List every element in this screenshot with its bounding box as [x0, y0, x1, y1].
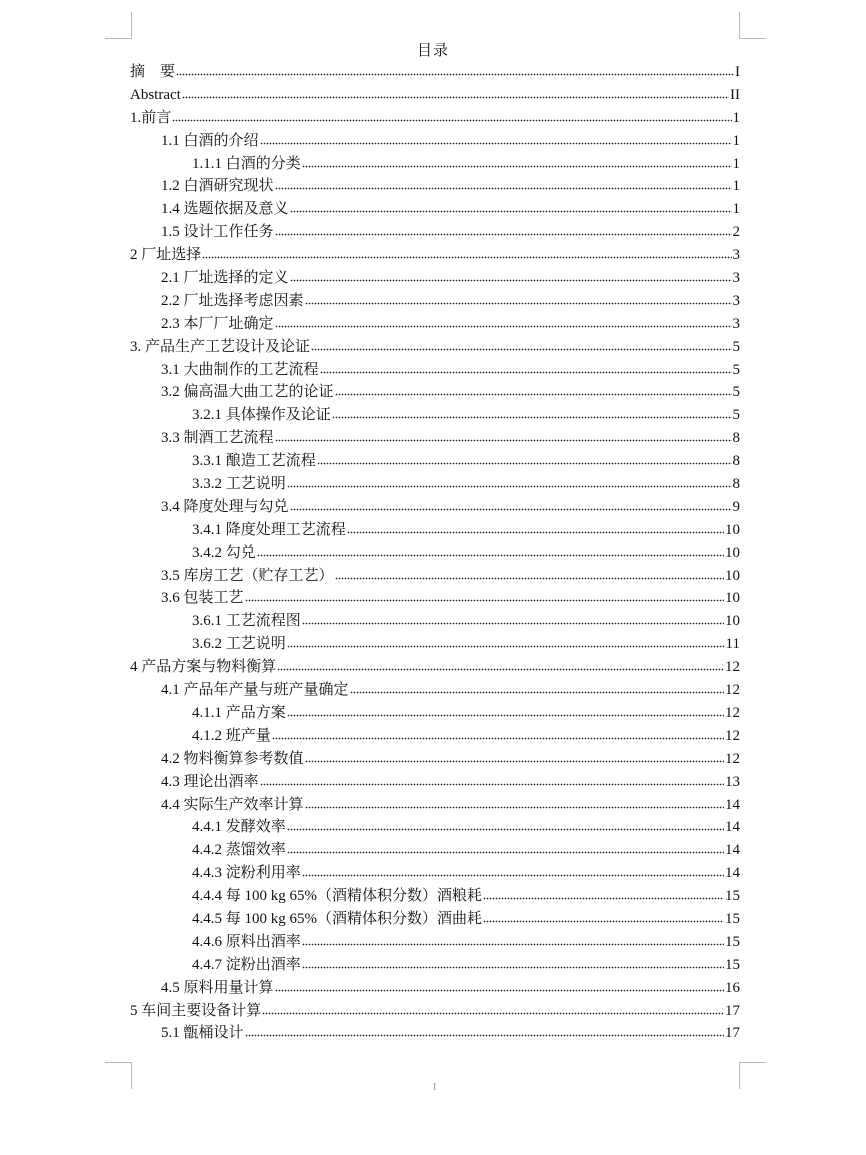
toc-entry-page-number: 1 [732, 178, 740, 195]
toc-dot-leader [305, 302, 732, 306]
toc-entry-page-number: 2 [732, 224, 740, 241]
toc-entry-label: 3.2 偏高温大曲工艺的论证 [161, 384, 334, 401]
toc-entry-label: 4.5 原料用量计算 [161, 979, 274, 996]
toc-dot-leader [483, 920, 724, 924]
toc-entry-label: 3.3.2 工艺说明 [192, 476, 286, 493]
toc-dot-leader [287, 714, 724, 718]
toc-entry-label: 4.2 物料衡算参考数值 [161, 750, 304, 767]
toc-dot-leader [176, 73, 734, 77]
toc-entry-page-number: 15 [725, 910, 740, 927]
toc-dot-leader [302, 943, 724, 947]
toc-entry-label: 5.1 甑桶设计 [161, 1025, 244, 1042]
toc-dot-leader [277, 668, 724, 672]
toc-entry[interactable] [130, 107, 740, 130]
toc-dot-leader [305, 760, 724, 764]
toc-entry[interactable] [130, 244, 740, 267]
toc-dot-leader [335, 393, 732, 397]
toc-dot-leader [302, 966, 724, 970]
toc-entry-page-number: 3 [732, 315, 740, 332]
toc-entry-page-number: 15 [725, 933, 740, 950]
toc-entry[interactable] [130, 977, 740, 1000]
toc-entry-label: 2.2 厂址选择考虑因素 [161, 292, 304, 309]
toc-entry-label: 3.4.2 勾兑 [192, 544, 256, 561]
toc-entry-page-number: 1 [732, 155, 740, 172]
toc-dot-leader [483, 897, 724, 901]
toc-entry-page-number: 15 [725, 888, 740, 905]
toc-entry-page-number: 10 [725, 521, 740, 538]
toc-entry-label: 3.6.1 工艺流程图 [192, 613, 301, 630]
toc-entry-label: 1.4 选题依据及意义 [161, 201, 289, 218]
toc-entry-page-number: 12 [725, 682, 740, 699]
toc-entry-page-number: 12 [725, 750, 740, 767]
toc-entry[interactable] [130, 725, 740, 748]
toc-entry-page-number: II [730, 86, 740, 103]
toc-entry-label: 4.4.2 蒸馏效率 [192, 842, 286, 859]
toc-entry-page-number: 10 [725, 590, 740, 607]
toc-dot-leader [317, 462, 732, 466]
toc-entry-label: 1.前言 [130, 109, 172, 126]
crop-mark-bottom-left [105, 1062, 132, 1089]
toc-entry-label: 3.5 库房工艺（贮存工艺） [161, 567, 334, 584]
toc-entry-page-number: 14 [725, 819, 740, 836]
toc-entry[interactable] [130, 794, 740, 817]
toc-entry[interactable] [130, 633, 740, 656]
toc-entry-label: 4.4.3 淀粉利用率 [192, 865, 301, 882]
toc-entry-page-number: 1 [732, 132, 740, 149]
crop-mark-top-right [739, 12, 766, 39]
toc-entry[interactable] [130, 839, 740, 862]
toc-dot-leader [332, 416, 732, 420]
toc-entry-page-number: 14 [725, 796, 740, 813]
toc-entry-page-number: 11 [725, 636, 740, 653]
toc-entry[interactable] [130, 404, 740, 427]
toc-entry-label: 3.6 包装工艺 [161, 590, 244, 607]
toc-entry-label: 4.1.2 班产量 [192, 727, 271, 744]
toc-entry-page-number: 3 [732, 270, 740, 287]
toc-entry-label: 1.1.1 白酒的分类 [192, 155, 301, 172]
toc-dot-leader [275, 187, 732, 191]
toc-entry-page-number: 1 [732, 201, 740, 218]
toc-entry[interactable] [130, 862, 740, 885]
toc-entry-label: 1.5 设计工作任务 [161, 224, 274, 241]
toc-entry-label: 3.6.2 工艺说明 [192, 636, 286, 653]
toc-entry-page-number: 5 [732, 361, 740, 378]
toc-entry-label: 4.1.1 产品方案 [192, 704, 286, 721]
toc-dot-leader [290, 210, 732, 214]
toc-entry[interactable] [130, 771, 740, 794]
toc-entry-label: 4.4.5 每 100 kg 65%（酒精体积分数）酒曲耗 [192, 910, 482, 927]
toc-entry[interactable] [130, 61, 740, 84]
toc-dot-leader [182, 96, 729, 100]
toc-entry-label: 2.3 本厂厂址确定 [161, 315, 274, 332]
toc-entry-page-number: 1 [732, 109, 740, 126]
toc-dot-leader [260, 142, 732, 146]
toc-entry-label: 3.1 大曲制作的工艺流程 [161, 361, 319, 378]
toc-entry-label: 3.4 降度处理与勾兑 [161, 498, 289, 515]
toc-entry[interactable] [130, 153, 740, 176]
toc-entry-page-number: 3 [732, 247, 740, 264]
toc-entry-label: 3. 产品生产工艺设计及论证 [130, 338, 311, 355]
toc-entry[interactable] [130, 610, 740, 633]
toc-entry[interactable] [130, 679, 740, 702]
toc-entry-page-number: 8 [732, 453, 740, 470]
toc-dot-leader [290, 279, 732, 283]
toc-dot-leader [275, 325, 732, 329]
toc-entry-page-number: 17 [725, 1025, 740, 1042]
toc-entry[interactable] [130, 748, 740, 771]
toc-dot-leader [202, 256, 731, 260]
toc-entry-page-number: 3 [732, 292, 740, 309]
toc-entry[interactable] [130, 84, 740, 107]
toc-entry-label: 3.3 制酒工艺流程 [161, 430, 274, 447]
toc-entry-label: 1.1 白酒的介绍 [161, 132, 259, 149]
toc-dot-leader [260, 783, 724, 787]
toc-entry-page-number: 12 [725, 659, 740, 676]
table-of-contents [130, 61, 740, 1045]
toc-entry[interactable] [130, 1000, 740, 1023]
toc-entry-page-number: 5 [732, 338, 740, 355]
toc-entry-page-number: 17 [725, 1002, 740, 1019]
toc-entry-label: 3.3.1 酿造工艺流程 [192, 453, 316, 470]
toc-entry-label: 2 厂址选择 [130, 247, 202, 264]
toc-entry-page-number: 13 [725, 773, 740, 790]
toc-entry-label: Abstract [130, 86, 181, 103]
toc-dot-leader [302, 874, 724, 878]
toc-dot-leader [287, 645, 725, 649]
toc-entry[interactable] [130, 473, 740, 496]
toc-dot-leader [311, 348, 731, 352]
toc-entry-page-number: 10 [725, 613, 740, 630]
toc-entry[interactable] [130, 221, 740, 244]
toc-entry[interactable] [130, 359, 740, 382]
toc-dot-leader [275, 233, 732, 237]
toc-entry-page-number: 14 [725, 865, 740, 882]
toc-entry-page-number: I [735, 64, 740, 80]
toc-entry[interactable] [130, 587, 740, 610]
toc-dot-leader [347, 531, 724, 535]
toc-entry-page-number: 10 [725, 544, 740, 561]
toc-entry-label: 3.2.1 具体操作及论证 [192, 407, 331, 424]
toc-entry-label: 5 车间主要设备计算 [130, 1002, 262, 1019]
toc-entry[interactable] [130, 702, 740, 725]
toc-entry[interactable] [130, 381, 740, 404]
toc-entry[interactable] [130, 290, 740, 313]
toc-entry-page-number: 12 [725, 704, 740, 721]
toc-entry[interactable] [130, 908, 740, 931]
toc-entry-page-number: 8 [732, 476, 740, 493]
toc-entry[interactable] [130, 450, 740, 473]
toc-entry[interactable] [130, 931, 740, 954]
toc-dot-leader [290, 508, 732, 512]
toc-dot-leader [257, 554, 724, 558]
toc-entry-label: 1.2 白酒研究现状 [161, 178, 274, 195]
toc-dot-leader [287, 851, 724, 855]
crop-mark-bottom-right [739, 1062, 766, 1089]
toc-entry-label: 摘 要 [130, 64, 176, 80]
toc-entry-label: 4.4.1 发酵效率 [192, 819, 286, 836]
toc-entry[interactable] [130, 565, 740, 588]
toc-entry[interactable] [130, 1022, 740, 1045]
toc-entry[interactable] [130, 656, 740, 679]
crop-mark-top-left [105, 12, 132, 39]
toc-entry-page-number: 9 [732, 498, 740, 515]
toc-dot-leader [272, 737, 724, 741]
toc-dot-leader [172, 119, 731, 123]
toc-dot-leader [275, 439, 732, 443]
toc-dot-leader [245, 1034, 724, 1038]
toc-entry[interactable] [130, 519, 740, 542]
toc-entry-label: 3.4.1 降度处理工艺流程 [192, 521, 346, 538]
toc-entry[interactable] [130, 496, 740, 519]
toc-dot-leader [302, 165, 732, 169]
toc-entry-page-number: 12 [725, 727, 740, 744]
toc-dot-leader [262, 1012, 724, 1016]
toc-entry-label: 4.4.4 每 100 kg 65%（酒精体积分数）酒粮耗 [192, 888, 482, 905]
toc-dot-leader [245, 599, 724, 603]
page-footer-mark: I [433, 1082, 437, 1093]
toc-entry-label: 4.4 实际生产效率计算 [161, 796, 304, 813]
toc-entry[interactable] [130, 816, 740, 839]
toc-dot-leader [320, 371, 732, 375]
toc-entry-page-number: 5 [732, 407, 740, 424]
toc-dot-leader [302, 622, 724, 626]
toc-entry-label: 2.1 厂址选择的定义 [161, 270, 289, 287]
toc-entry[interactable] [130, 427, 740, 450]
toc-entry-page-number: 5 [732, 384, 740, 401]
toc-entry[interactable] [130, 954, 740, 977]
toc-entry[interactable] [130, 198, 740, 221]
toc-entry-page-number: 16 [725, 979, 740, 996]
toc-title: 目录 [416, 43, 449, 59]
toc-entry[interactable] [130, 885, 740, 908]
toc-dot-leader [350, 691, 724, 695]
toc-entry[interactable] [130, 336, 740, 359]
toc-entry[interactable] [130, 267, 740, 290]
toc-entry-label: 4 产品方案与物料衡算 [130, 659, 277, 676]
toc-dot-leader [305, 806, 724, 810]
toc-entry-page-number: 10 [725, 567, 740, 584]
toc-entry-label: 4.3 理论出酒率 [161, 773, 259, 790]
toc-entry-page-number: 8 [732, 430, 740, 447]
toc-entry-page-number: 15 [725, 956, 740, 973]
toc-entry-label: 4.4.7 淀粉出酒率 [192, 956, 301, 973]
toc-entry-label: 4.1 产品年产量与班产量确定 [161, 682, 349, 699]
toc-entry[interactable] [130, 542, 740, 565]
toc-entry[interactable] [130, 313, 740, 336]
toc-dot-leader [275, 989, 724, 993]
toc-entry[interactable] [130, 130, 740, 153]
toc-dot-leader [335, 577, 724, 581]
toc-entry-label: 4.4.6 原料出酒率 [192, 933, 301, 950]
toc-entry[interactable] [130, 175, 740, 198]
toc-entry-page-number: 14 [725, 842, 740, 859]
toc-dot-leader [287, 828, 724, 832]
toc-dot-leader [287, 485, 732, 489]
